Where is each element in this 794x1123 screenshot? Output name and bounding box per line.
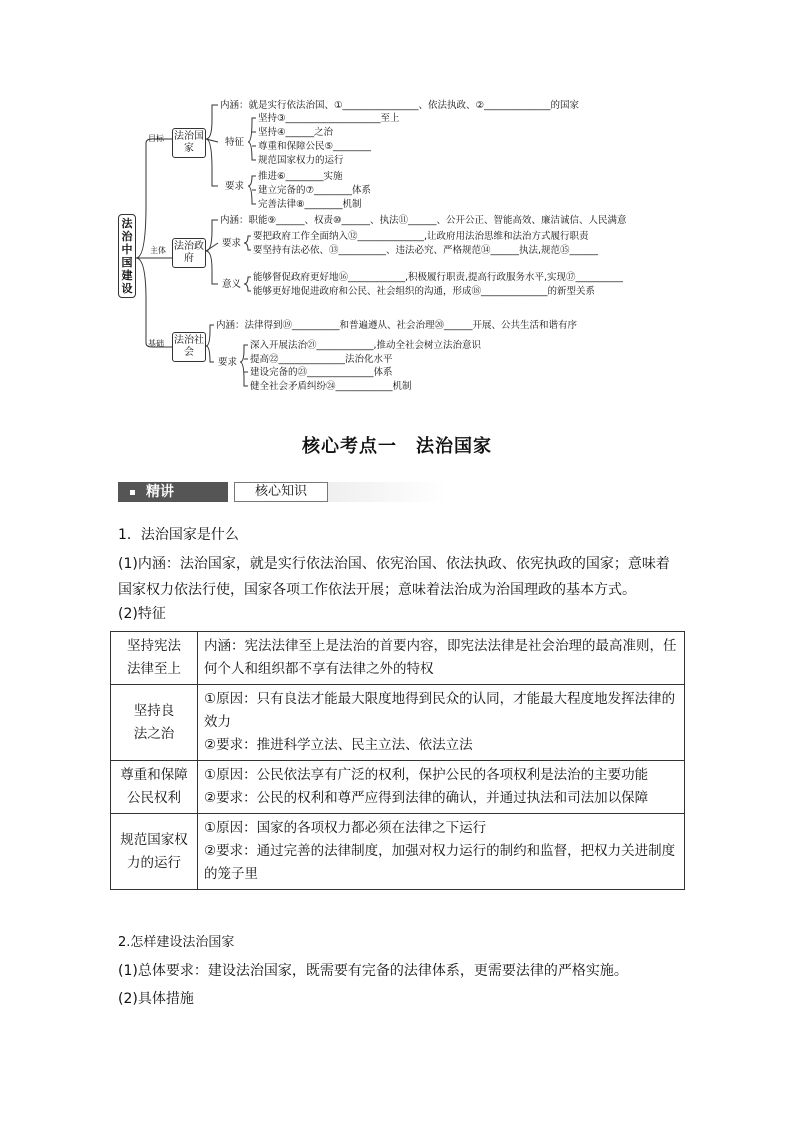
table-row bbox=[111, 685, 685, 761]
table-value-line: ②要求：公民的权利和尊严应得到法律的确认，并通过执法和司法加以保障 bbox=[204, 790, 649, 806]
table-row bbox=[111, 632, 685, 685]
table-row bbox=[111, 761, 685, 814]
table-key-cell bbox=[111, 814, 198, 890]
gov-yiyi-item: 能够督促政府更好地⑯____________,积极履行职责,提高行政服务水平,实现⑰__________ bbox=[253, 272, 624, 283]
banner-dark-tab bbox=[118, 482, 228, 502]
table-value-cell bbox=[198, 685, 685, 761]
society-yaoqiu-label: 要求 bbox=[218, 357, 238, 368]
table-key: 坚持良 bbox=[133, 702, 175, 719]
table-value-cell bbox=[198, 761, 685, 814]
banner-left-label: 精讲 bbox=[146, 484, 174, 500]
section-banner bbox=[118, 482, 430, 502]
branch-role-subject: 主体 bbox=[150, 246, 166, 255]
q1-subheading: (2)特征 bbox=[118, 606, 166, 622]
table-key: 法之治 bbox=[133, 725, 175, 742]
society-yaoqiu-item: 建设完备的㉓______________体系 bbox=[250, 367, 393, 378]
branch-rule-of-law-society: 法治社会 bbox=[172, 332, 206, 362]
table-key: 法律至上 bbox=[127, 661, 181, 677]
state-yaoqiu-item: 建立完备的⑦________体系 bbox=[258, 185, 372, 196]
features-table bbox=[110, 631, 685, 890]
square-bullet-icon bbox=[130, 490, 135, 495]
table-value-cell bbox=[198, 814, 685, 890]
branch-rule-of-law-government: 法治政府 bbox=[172, 238, 206, 268]
table-key: 力的运行 bbox=[127, 854, 181, 871]
state-tezheng-item: 尊重和保障公民⑤________ bbox=[258, 141, 372, 152]
society-neihan: 内涵：法律得到⑲__________和普遍遵从、社会治理⑳______开展、公共生活和谐有序 bbox=[216, 320, 578, 331]
state-tezheng-item: 坚持③____________________至上 bbox=[258, 113, 400, 124]
table-key-cell bbox=[111, 685, 198, 761]
section-title: 核心考点一 法治国家 bbox=[302, 436, 492, 457]
gov-neihan: 内涵：职能⑨______、权责⑩______、执法⑪______、公开公正、智能高效、廉洁诚信、人民满意 bbox=[220, 215, 627, 226]
society-yaoqiu-item: 深入开展法治㉑____________,推动全社会树立法治意识 bbox=[250, 340, 482, 351]
table-value-line: ①原因：公民依法享有广泛的权利，保护公民的各项权利是法治的主要功能 bbox=[204, 767, 649, 783]
branch-role-goal: 目标 bbox=[148, 134, 164, 143]
branch-role-foundation: 基础 bbox=[148, 339, 164, 348]
q1-heading: 1．法治国家是什么 bbox=[118, 527, 239, 543]
table-key-cell bbox=[111, 632, 198, 685]
table-key: 尊重和保障 bbox=[120, 767, 188, 783]
branch-rule-of-law-state: 法治国家 bbox=[172, 128, 206, 158]
society-yaoqiu-item: 健全社会矛盾纠纷㉔____________机制 bbox=[250, 381, 412, 392]
table-value-line: ①原因：国家的各项权力都必须在法律之下运行 bbox=[204, 820, 487, 836]
state-tezheng-item: 坚持④______之治 bbox=[258, 127, 334, 138]
state-tezheng-item: 规范国家权力的运行 bbox=[258, 155, 344, 166]
q2-subheading: (2)具体措施 bbox=[118, 991, 194, 1007]
q2-paragraph: (1)总体要求：建设法治国家，既需要有完备的法律体系，更需要法律的严格实施。 bbox=[118, 963, 628, 979]
table-value-line: ②要求：通过完善的法律制度，加强对权力运行的制约和监督，把权力关进制度的笼子里 bbox=[204, 843, 676, 882]
table-value-line: ①原因：只有良法才能最大限度地得到民众的认同，才能最大程度地发挥法律的效力 bbox=[204, 691, 676, 730]
state-yaoqiu-item: 完善法律⑧________机制 bbox=[258, 199, 362, 210]
mindmap-root: 法治中国建设 bbox=[118, 214, 136, 298]
society-yaoqiu-item: 提高㉒______________法治化水平 bbox=[250, 354, 393, 365]
table-key-cell bbox=[111, 761, 198, 814]
gov-yaoqiu-item: 要坚持有法必依、⑬__________、违法必究、严格规范⑭______执法,规范⑮______ bbox=[253, 245, 599, 256]
gov-yiyi-item: 能够更好地促进政府和公民、社会组织的沟通，形成⑱______________的新型关系 bbox=[253, 286, 596, 297]
table-value-line: ②要求：推进科学立法、民主立法、依法立法 bbox=[204, 737, 473, 753]
table-key: 坚持宪法 bbox=[127, 638, 181, 654]
gov-yaoqiu-label: 要求 bbox=[222, 238, 242, 249]
table-row bbox=[111, 814, 685, 890]
q2-heading: 2.怎样建设法治国家 bbox=[118, 935, 235, 950]
state-neihan: 内涵：就是实行依法治国、①________________、依法执政、②______________的国家 bbox=[220, 100, 580, 111]
table-key: 规范国家权 bbox=[120, 831, 188, 848]
banner-right-label: 核心知识 bbox=[234, 482, 328, 502]
q1-paragraph: (1)内涵：法治国家，就是实行依法治国、依宪治国、依法执政、依宪执政的国家；意味着国家权力依法行使，国家各项工作依法开展；意味着法治成为治国理政的基本方式。 bbox=[118, 556, 670, 598]
state-yaoqiu-item: 推进⑥________实施 bbox=[258, 171, 343, 182]
table-value-line: 内涵：宪法法律至上是法治的首要内容，即宪法法律是社会治理的最高准则，任何个人和组织都不享有法律之外的特权 bbox=[204, 638, 677, 677]
gov-yaoqiu-item: 要把政府工作全面纳入⑫______________,让政府用法治思维和法治方式履行职责 bbox=[253, 231, 589, 242]
gov-yiyi-label: 意义 bbox=[222, 279, 242, 290]
table-key: 公民权利 bbox=[127, 790, 181, 806]
state-yaoqiu-label: 要求 bbox=[225, 181, 245, 192]
table-value-cell bbox=[198, 632, 685, 685]
state-tezheng-label: 特征 bbox=[225, 137, 245, 148]
